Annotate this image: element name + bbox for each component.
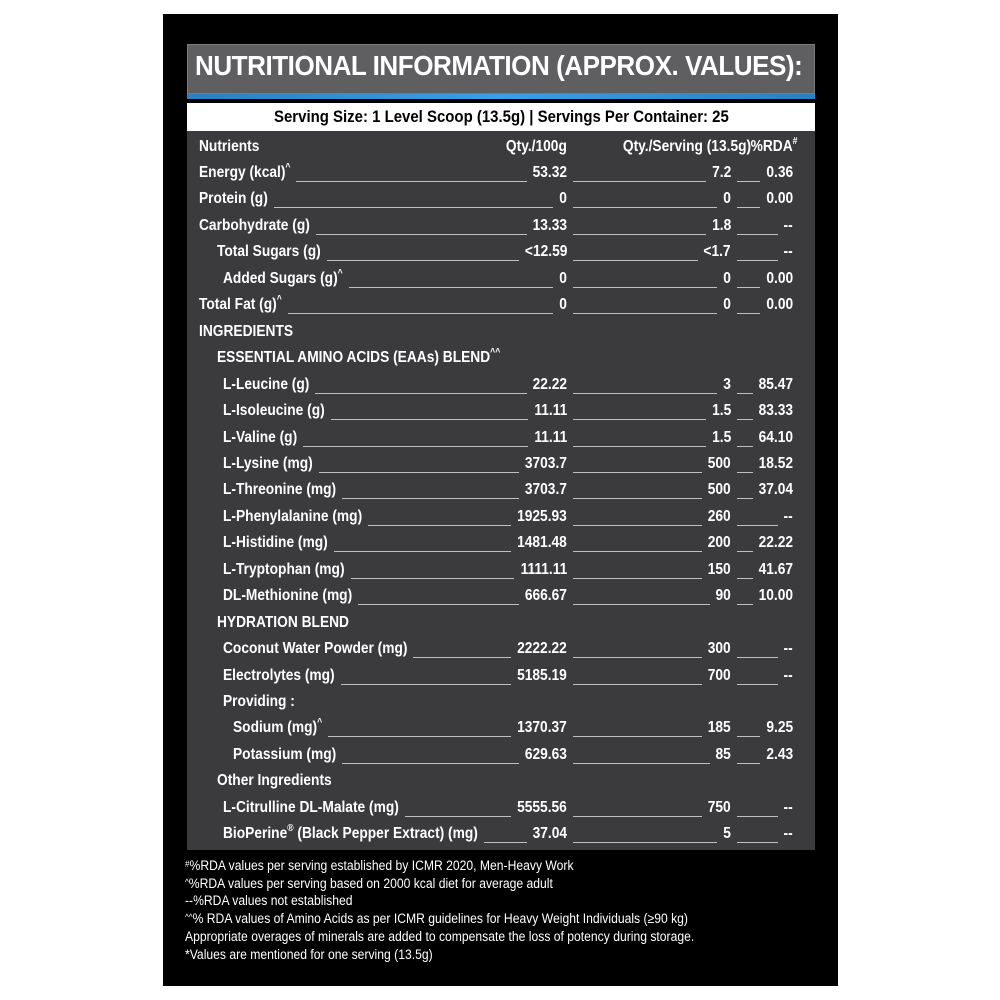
- footnote-line: [185, 875, 761, 893]
- row-label: [223, 376, 309, 394]
- leader-line: [334, 551, 512, 552]
- value-per-100g: 3703.7: [524, 454, 567, 472]
- footnote-sup: ^: [185, 876, 189, 887]
- table-row: [187, 742, 815, 768]
- leader-line: [573, 313, 717, 314]
- footnote-line: [185, 928, 761, 946]
- value-per-serving: 3: [723, 375, 731, 393]
- header-rda-label: %RDA: [750, 138, 793, 155]
- leader-line: [573, 657, 702, 658]
- leader-line: [288, 313, 554, 314]
- row-label-text: L-Phenylalanine (mg): [223, 507, 363, 525]
- leader-line: [737, 181, 760, 182]
- value-rda: 85.47: [758, 375, 793, 393]
- page-title: NUTRITIONAL INFORMATION (APPROX. VALUES):: [195, 50, 803, 81]
- row-label: [223, 667, 335, 685]
- table-row: [187, 398, 815, 424]
- row-label-sup: ^: [337, 267, 343, 279]
- leader-line: [342, 498, 519, 499]
- value-rda: 9.25: [766, 719, 793, 737]
- row-label: [223, 534, 328, 552]
- header-rda: [750, 138, 797, 156]
- value-rda: 18.52: [758, 454, 793, 472]
- table-row: [187, 213, 815, 239]
- row-label-sup: ^: [276, 294, 282, 306]
- value-per-serving: 200: [708, 534, 731, 552]
- row-label-text: Added Sugars (g): [223, 269, 338, 287]
- value-rda: --: [783, 507, 793, 525]
- leader-line: [573, 287, 717, 288]
- row-label-text: L-Citrulline DL-Malate (mg): [223, 798, 399, 816]
- value-per-100g: 5185.19: [517, 666, 567, 684]
- row-label-text: Providing :: [223, 693, 295, 710]
- table-row: [187, 477, 815, 503]
- value-per-100g: 0: [559, 190, 567, 208]
- row-label-sup: ^: [317, 717, 323, 729]
- row-label-text: Energy (kcal): [199, 164, 286, 181]
- value-rda: --: [783, 216, 793, 234]
- leader-line: [316, 234, 527, 235]
- leader-line: [737, 472, 753, 473]
- leader-line: [351, 578, 515, 579]
- row-label-text: L-Valine (g): [223, 428, 298, 446]
- row-label-text: DL-Methionine (mg): [223, 587, 353, 605]
- leader-line: [573, 446, 706, 447]
- row-label: [223, 508, 362, 526]
- value-per-100g: 0: [559, 269, 567, 287]
- row-label: [217, 243, 321, 261]
- leader-line: [737, 684, 778, 685]
- row-label: [223, 481, 336, 499]
- footnote-text: Appropriate overages of minerals are added to compensate the loss of potency during storage.: [185, 928, 695, 944]
- leader-line: [737, 393, 753, 394]
- value-per-serving: 500: [708, 454, 731, 472]
- table-row: [187, 663, 815, 689]
- row-label: [223, 640, 407, 658]
- leader-line: [737, 234, 778, 235]
- value-per-serving: 0: [723, 296, 731, 314]
- value-per-100g: 0: [559, 296, 567, 314]
- value-per-100g: 2222.22: [517, 640, 567, 658]
- row-label: [223, 429, 297, 447]
- row-label-text: L-Leucine (g): [223, 375, 310, 393]
- leader-line: [573, 207, 717, 208]
- value-rda: 0.00: [766, 296, 793, 314]
- row-label-text: Total Sugars (g): [217, 243, 321, 261]
- leader-line: [274, 207, 554, 208]
- leader-line: [573, 578, 702, 579]
- value-per-serving: 300: [708, 640, 731, 658]
- leader-line: [405, 816, 511, 817]
- footnote-text: %RDA values per serving established by ICMR 2020, Men-Heavy Work: [189, 858, 574, 873]
- nutrition-table: [187, 131, 815, 850]
- row-label: [233, 746, 336, 764]
- table-row: [187, 530, 815, 556]
- leader-line: [737, 736, 760, 737]
- value-rda: 37.04: [758, 481, 793, 499]
- leader-line: [737, 313, 760, 314]
- row-label-text: BioPerine: [223, 825, 288, 843]
- leader-line: [358, 604, 519, 605]
- table-row: [187, 186, 815, 212]
- leader-line: [573, 472, 702, 473]
- row-label-text: ESSENTIAL AMINO ACIDS (EAAs) BLEND: [217, 349, 491, 367]
- row-label: [199, 164, 290, 182]
- leader-line: [573, 393, 717, 394]
- value-rda: --: [783, 666, 793, 684]
- row-label: [199, 296, 282, 314]
- value-per-serving: 750: [708, 798, 731, 816]
- row-label: [217, 349, 500, 367]
- value-per-100g: 13.33: [532, 216, 567, 234]
- leader-line: [737, 525, 778, 526]
- table-row: [187, 821, 815, 847]
- footnote-text: --%RDA values not established: [185, 893, 353, 909]
- value-per-100g: 5555.56: [517, 798, 567, 816]
- leader-line: [573, 498, 702, 499]
- leader-line: [573, 419, 706, 420]
- footnote-sup: #: [185, 859, 190, 869]
- value-per-100g: 1481.48: [517, 534, 567, 552]
- value-rda: --: [783, 798, 793, 816]
- row-label-text: L-Histidine (mg): [223, 534, 328, 552]
- row-label: [223, 799, 399, 817]
- leader-line: [331, 419, 528, 420]
- value-per-serving: 1.5: [711, 402, 731, 420]
- footnote-sup: ^^: [185, 912, 193, 923]
- row-label: [199, 190, 268, 208]
- value-per-serving: 5: [723, 825, 731, 843]
- row-label: [223, 267, 343, 288]
- row-label: [223, 455, 313, 473]
- leader-line: [315, 393, 526, 394]
- section-heading: [187, 345, 815, 371]
- value-rda: 22.22: [758, 534, 793, 552]
- value-per-100g: 22.22: [532, 375, 567, 393]
- value-per-serving: 7.2: [711, 164, 731, 181]
- leader-line: [573, 736, 702, 737]
- section-heading: [187, 610, 815, 636]
- header-rda-sup: #: [792, 136, 797, 147]
- value-per-serving: 150: [708, 560, 731, 578]
- leader-line: [737, 842, 778, 843]
- table-row: [187, 372, 815, 398]
- value-per-serving: <1.7: [703, 243, 731, 261]
- row-label-text: INGREDIENTS: [199, 322, 294, 340]
- table-row: [187, 557, 815, 583]
- row-label: [223, 402, 325, 420]
- row-label-text: Other Ingredients: [217, 772, 332, 790]
- header-qty-100g: Qty./100g: [506, 138, 567, 155]
- value-rda: --: [783, 640, 793, 658]
- value-per-100g: 3703.7: [524, 481, 567, 499]
- leader-line: [573, 260, 698, 261]
- value-rda: 83.33: [758, 402, 793, 420]
- leader-line: [737, 260, 778, 261]
- leader-line: [573, 816, 702, 817]
- row-label-sup: ®: [287, 823, 294, 835]
- leader-line: [342, 763, 519, 764]
- serving-text: Serving Size: 1 Level Scoop (13.5g) | Servings Per Container: 25: [273, 107, 729, 126]
- row-label-text: Potassium (mg): [233, 745, 337, 763]
- leader-line: [327, 260, 519, 261]
- row-label: [223, 587, 352, 605]
- leader-line: [573, 525, 702, 526]
- leader-line: [737, 287, 760, 288]
- header-qty-serving: Qty./Serving (13.5g): [622, 138, 751, 155]
- row-label-text: L-Threonine (mg): [223, 481, 337, 499]
- value-per-100g: 1111.11: [520, 560, 567, 578]
- table-row: [187, 583, 815, 609]
- value-per-serving: 90: [715, 587, 731, 605]
- footnote-text: % RDA values of Amino Acids as per ICMR guidelines for Heavy Weight Individuals (≥90 kg): [192, 911, 688, 927]
- footnote-text: %RDA values per serving based on 2000 kcal diet for average adult: [188, 875, 553, 891]
- leader-line: [737, 207, 760, 208]
- table-row: [187, 160, 815, 186]
- leader-line: [737, 419, 753, 420]
- row-label-text: Protein (g): [199, 190, 268, 208]
- serving-info: [187, 103, 815, 131]
- nutrition-panel: [163, 14, 838, 986]
- footnote-line: [185, 910, 761, 928]
- value-rda: 0.36: [766, 164, 793, 181]
- leader-line: [737, 657, 778, 658]
- value-per-100g: <12.59: [524, 243, 567, 261]
- table-row: [187, 715, 815, 741]
- value-per-serving: 185: [708, 719, 731, 737]
- value-per-100g: 1925.93: [517, 507, 567, 525]
- row-label-text: Carbohydrate (g): [199, 216, 310, 234]
- table-row: [187, 504, 815, 530]
- header-nutrients: Nutrients: [199, 138, 260, 155]
- leader-line: [573, 684, 702, 685]
- value-rda: 2.43: [766, 745, 793, 763]
- value-rda: 41.67: [758, 560, 793, 578]
- row-label: [199, 323, 293, 341]
- value-per-serving: 1.8: [711, 216, 731, 234]
- footnote-line: [185, 946, 761, 964]
- row-label-sup: ^: [285, 162, 291, 173]
- row-label-text: L-Isoleucine (g): [223, 402, 325, 420]
- footnote-line: [185, 892, 761, 910]
- value-per-serving: 1.5: [711, 428, 731, 446]
- value-per-serving: 700: [708, 666, 731, 684]
- value-per-serving: 85: [715, 745, 731, 763]
- table-row: [187, 425, 815, 451]
- leader-line: [413, 657, 511, 658]
- value-per-serving: 260: [708, 507, 731, 525]
- value-rda: 0.00: [766, 269, 793, 287]
- row-label-text: L-Tryptophan (mg): [223, 560, 345, 578]
- value-per-serving: 500: [708, 481, 731, 499]
- section-heading: [187, 689, 815, 715]
- value-rda: --: [783, 243, 793, 261]
- leader-line: [737, 551, 753, 552]
- leader-line: [328, 736, 511, 737]
- row-label: [217, 772, 332, 790]
- leader-line: [349, 287, 554, 288]
- table-row: [187, 636, 815, 662]
- value-rda: 0.00: [766, 190, 793, 208]
- leader-line: [737, 763, 760, 764]
- table-row: [187, 292, 815, 318]
- table-row: [187, 795, 815, 821]
- row-label-text: Total Fat (g): [199, 296, 277, 314]
- value-per-100g: 11.11: [534, 402, 567, 420]
- section-heading: [187, 319, 815, 345]
- table-row: [187, 451, 815, 477]
- table-header: [187, 134, 815, 160]
- table-row: [187, 239, 815, 265]
- footnote-text: *Values are mentioned for one serving (13.5g): [185, 946, 433, 962]
- leader-line: [573, 842, 717, 843]
- leader-line: [573, 604, 710, 605]
- row-label: [217, 614, 349, 632]
- leader-line: [737, 498, 753, 499]
- row-label-text: Coconut Water Powder (mg): [223, 640, 408, 658]
- row-label: [223, 825, 478, 843]
- leader-line: [573, 181, 706, 182]
- section-heading: [187, 768, 815, 794]
- leader-line: [573, 551, 702, 552]
- value-per-serving: 0: [723, 190, 731, 208]
- row-label: [223, 561, 345, 579]
- row-label: [233, 719, 322, 737]
- leader-line: [484, 842, 527, 843]
- value-per-100g: 1370.37: [517, 719, 567, 737]
- value-rda: --: [783, 825, 793, 843]
- table-row: [187, 266, 815, 292]
- row-label: [223, 693, 295, 711]
- value-per-serving: 0: [723, 269, 731, 287]
- leader-line: [573, 234, 706, 235]
- value-per-100g: 11.11: [534, 428, 567, 446]
- footnotes: [185, 857, 825, 963]
- row-label: [199, 217, 310, 235]
- leader-line: [737, 446, 753, 447]
- value-per-100g: 37.04: [532, 825, 567, 843]
- value-per-100g: 629.63: [524, 745, 567, 763]
- footnote-line: [185, 857, 761, 875]
- accent-line: [187, 94, 815, 99]
- leader-line: [341, 684, 512, 685]
- title-bar: [187, 44, 815, 94]
- value-rda: 10.00: [758, 587, 793, 605]
- row-label-text: HYDRATION BLEND: [217, 613, 349, 631]
- leader-line: [296, 181, 526, 182]
- value-per-100g: 53.32: [532, 164, 567, 181]
- row-label-text: Sodium (mg): [233, 719, 318, 737]
- leader-line: [737, 578, 753, 579]
- row-label-tail: (Black Pepper Extract) (mg): [293, 825, 478, 843]
- leader-line: [368, 525, 511, 526]
- value-rda: 64.10: [758, 428, 793, 446]
- row-label-sup: ^^: [490, 347, 501, 359]
- leader-line: [573, 763, 710, 764]
- value-per-100g: 666.67: [524, 587, 567, 605]
- leader-line: [319, 472, 519, 473]
- row-label-text: Electrolytes (mg): [223, 666, 335, 684]
- leader-line: [303, 446, 528, 447]
- row-label-text: L-Lysine (mg): [223, 454, 313, 472]
- leader-line: [737, 604, 753, 605]
- leader-line: [737, 816, 778, 817]
